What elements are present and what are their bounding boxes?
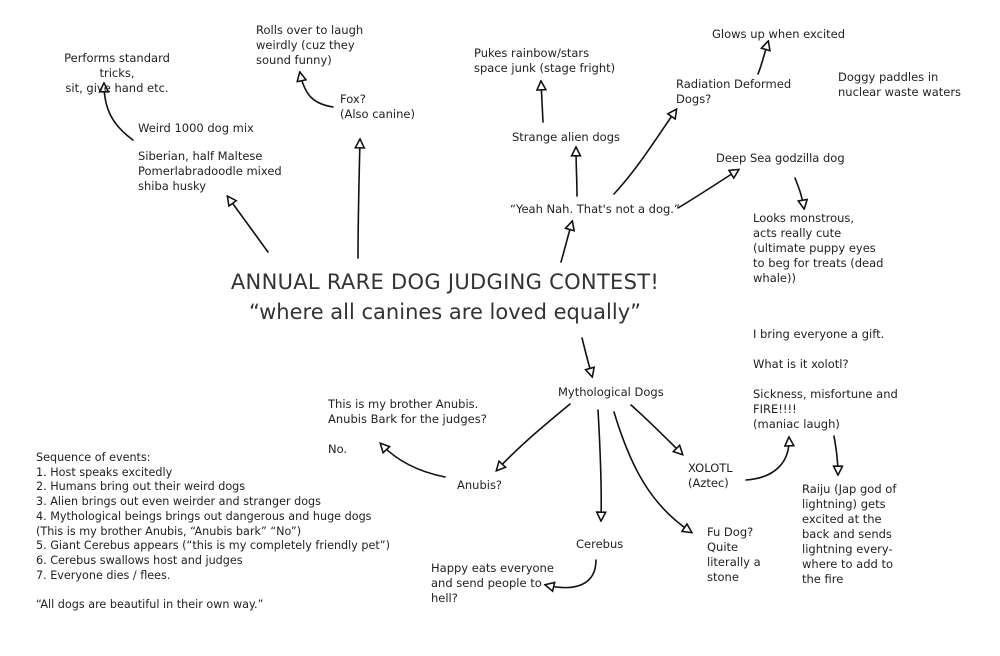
arrow-myth-to-xolotl bbox=[631, 405, 682, 454]
note-fox: Fox? (Also canine) bbox=[340, 92, 415, 121]
arrow-myth-to-anubis bbox=[497, 404, 570, 470]
arrow-radiation-to-glows bbox=[758, 42, 768, 74]
note-fu-dog: Fu Dog? Quite literally a stone bbox=[707, 525, 761, 584]
note-weird-mix: Weird 1000 dog mix bbox=[138, 121, 254, 135]
arrow-gift-to-raiju bbox=[834, 436, 838, 474]
arrow-deepsea-to-monstrous bbox=[795, 178, 804, 208]
note-mythological: Mythological Dogs bbox=[558, 385, 664, 399]
note-xolotl: XOLOTL (Aztec) bbox=[688, 461, 733, 490]
arrow-strange-to-pukes bbox=[541, 82, 543, 122]
note-yeah-nah: “Yeah Nah. That's not a dog.” bbox=[510, 202, 680, 216]
note-cerebus: Cerebus bbox=[576, 537, 624, 551]
note-doggy-paddles: Doggy paddles in nuclear waste waters bbox=[838, 70, 962, 99]
note-strange-alien: Strange alien dogs bbox=[512, 130, 620, 144]
arrow-myth-to-fudog bbox=[614, 412, 691, 532]
note-deep-sea: Deep Sea godzilla dog bbox=[716, 151, 845, 165]
note-glows: Glows up when excited bbox=[712, 27, 846, 41]
arrow-yeahnah-to-radiation bbox=[614, 110, 676, 194]
arrow-yeahnah-to-deepsea bbox=[678, 170, 738, 208]
note-monstrous: Looks monstrous, acts really cute (ultimate puppy eyes to beg for treats (dead whale)) bbox=[753, 211, 884, 285]
arrow-title-to-fox bbox=[358, 140, 360, 258]
note-sequence-of-events: Sequence of events: 1. Host speaks excitedly 2. Humans bring out their weird dogs 3. Alien brings out even weirder and stranger dogs 4. Mythological beings brings out dangerous and huge dogs (This is my brother Anubis, “Anubis bark” “No”) 5. Giant Cerebus appears (“this is my completely friendly pet”) 6. Cerebus swallows host and judges 7. Everyone dies / flees. “All dogs are beautiful in their own way.” bbox=[36, 451, 390, 612]
note-anubis: Anubis? bbox=[457, 478, 503, 492]
arrow-yeahnah-to-strange bbox=[576, 148, 577, 196]
arrow-myth-to-cerebus bbox=[598, 410, 601, 520]
arrow-xolotl-to-gift bbox=[746, 438, 789, 480]
arrow-title-to-mythological bbox=[582, 338, 592, 376]
note-happy-eats: Happy eats everyone and send people to hell? bbox=[431, 561, 554, 605]
contest-title: ANNUAL RARE DOG JUDGING CONTEST! bbox=[230, 270, 660, 294]
note-standard-tricks: Performs standard tricks, sit, give hand etc. bbox=[64, 51, 170, 95]
note-siberian: Siberian, half Maltese Pomerlabradoodle mixed shiba husky bbox=[138, 149, 282, 193]
arrow-title-to-yeahnah bbox=[561, 222, 572, 262]
arrow-title-to-siberian bbox=[228, 197, 268, 252]
note-gift: I bring everyone a gift. What is it xolotl? Sickness, misfortune and FIRE!!!! (maniac laugh) bbox=[753, 327, 898, 431]
note-raiju: Raiju (Jap god of lightning) gets excited at the back and sends lightning every- where to add to the fire bbox=[802, 482, 897, 586]
note-radiation: Radiation Deformed Dogs? bbox=[676, 77, 792, 106]
arrow-fox-to-rolls bbox=[300, 73, 333, 107]
note-rolls-over: Rolls over to laugh weirdly (cuz they sound funny) bbox=[256, 23, 364, 67]
contest-subtitle: “where all canines are loved equally” bbox=[249, 300, 641, 324]
note-brother-anubis: This is my brother Anubis. Anubis Bark for the judges? No. bbox=[328, 397, 487, 456]
note-pukes: Pukes rainbow/stars space junk (stage fright) bbox=[474, 46, 616, 75]
